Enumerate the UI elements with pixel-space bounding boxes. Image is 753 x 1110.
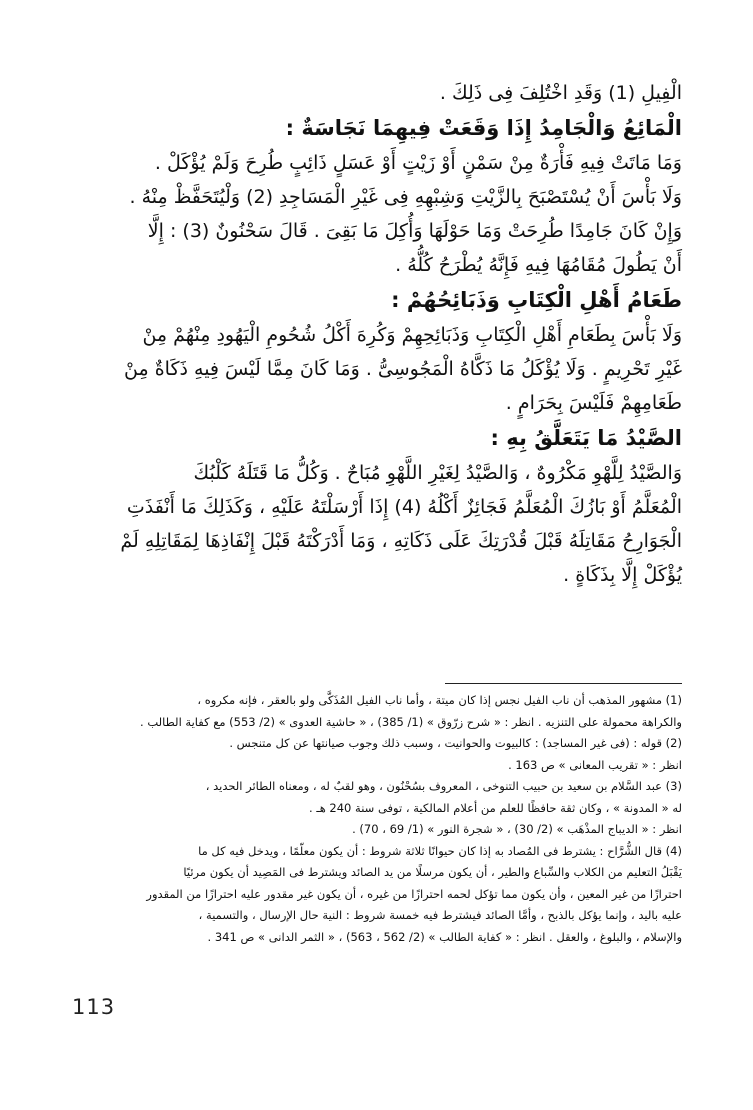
text-line: طَعَامِهِمْ فَلَيْسَ بِحَرَامٍ . <box>505 392 682 414</box>
footnote-3-line: (3) عبد السَّلام بن سعيد بن حبيب التنوخى ، المعروف بسُحْنُون ، وهو لقبٌ له ، ومعناه الطائر الحديد ، <box>205 779 682 793</box>
footnote-4-line: (4) قال الشُّرَّاح : يشترط فى المُصاد به إذا كان حيوانًا ثلاثة شروط : أن يكون معلّمًا ، ويدخل فيه كل ما <box>198 843 682 858</box>
text-line: يُؤْكَلْ إِلَّا بِذَكَاةٍ . <box>563 564 682 586</box>
text-line: وَلَا بَأْسَ بِطَعَامِ أَهْلِ الْكِتَابِ وَذَبَائِحِهِمْ وَكُرِهَ أَكْلُ شُحُومِ الْيَهُودِ مِنْهُمْ مِنْ <box>142 324 682 346</box>
text-line: الْجَوَارِحُ مَقَاتِلَهُ قَبْلَ قُدْرَتِكَ عَلَى ذَكَاتِهِ ، وَمَا أَدْرَكْتَهُ قَبْلَ إِنْفَاذِهَا لِمَقَاتِلِهِ لَمْ <box>120 530 682 552</box>
main-text <box>82 76 682 592</box>
footnote-4-line: والإسلام ، والبلوغ ، والعقل . انظر : « كفاية الطالب » (2/ 562 ، 563) ، « الثمر الدانى » ص 341 . <box>207 929 682 944</box>
text-line: أَنْ يَطُولَ مُقَامُهَا فِيهِ فَإِنَّهُ يُطْرَحُ كُلُّهُ . <box>395 254 682 276</box>
text-line: وَإِنْ كَانَ جَامِدًا طُرِحَتْ وَمَا حَوْلَهَا وَأُكِلَ مَا بَقِىَ . قَالَ سَحْنُونٌ (3) : إِلَّا <box>147 220 682 242</box>
footnote-1-line: والكراهة محمولة على التنزيه . انظر : « شرح زرّوق » (1/ 385) ، « حاشية العدوى » (2/ 553) مع كفاية الطالب . <box>140 714 682 729</box>
section-heading-people-of-book: طَعَامُ أَهْلِ الْكِتَابِ وَذَبَائِحُهُمْ : <box>391 288 682 312</box>
footnote-2-line: (2) قوله : (فى غير المساجد) : كالبيوت والحوانيت ، وسبب ذلك وجوب صيانتها عن كل متنجس . <box>229 736 682 750</box>
footnote-3-line: له « المدونة » ، وكان ثقة حافظًا للعلم من أعلام المالكية ، توفى سنة 240 هـ . <box>309 800 682 815</box>
text-line: وَلَا بَأْسَ أَنْ يُسْتَصْبَحَ بِالزَّيْتِ وَشِبْهِهِ فِى غَيْرِ الْمَسَاجِدِ (2) وَلْيُتَحَفَّظْ مِنْهُ . <box>129 186 682 208</box>
footnote-3-line: انظر : « الديباج المذْهَب » (2/ 30) ، « شجرة النور » (1/ 69 ، 70) . <box>352 822 682 836</box>
footnote-2-line: انظر : « تقريب المعانى » ص 163 . <box>508 757 682 772</box>
footnotes <box>82 690 682 948</box>
text-line: الْمُعَلَّمُ أَوْ بَازُكَ الْمُعَلَّمُ فَجَائِزٌ أَكْلُهُ (4) إِذَا أَرْسَلْتَهُ عَلَيْهِ ، وَكَذَلِكَ مَا أَنْفَذَتِ <box>126 496 682 518</box>
footnote-4-line: يَقْبَلُ التعليم من الكلاب والسِّباع والطير ، أن يكون مرسلًا من يد الصائد ويشترط فى المَصِيد أن يكون مرئيًا <box>183 865 682 879</box>
text-line: الْفِيلِ (1) وَقَدِ اخْتُلِفَ فِى ذَلِكَ . <box>439 82 682 104</box>
section-heading-hunting: الصَّيْدُ مَا يَتَعَلَّقُ بِهِ : <box>490 426 682 450</box>
text-line: وَالصَّيْدُ لِلَّهْوِ مَكْرُوهٌ ، وَالصَّيْدُ لِغَيْرِ اللَّهْوِ مُبَاحٌ . وَكُلُّ مَا قَتَلَهُ كَلْبُكَ <box>193 462 682 484</box>
text-line: غَيْرِ تَحْرِيمٍ . وَلَا يُؤْكَلُ مَا ذَكَّاهُ الْمَجُوسِىُّ . وَمَا كَانَ مِمَّا لَيْسَ فِيهِ ذَكَاةٌ مِنْ <box>124 358 682 380</box>
footnote-1-line: (1) مشهور المذهب أن ناب الفيل نجس إذا كان ميتة ، وأما ناب الفيل المُذَكَّى ولو بالعقر ، فإنه مكروه ، <box>197 693 682 707</box>
text-line: وَمَا مَاتَتْ فِيهِ فَأْرَةٌ مِنْ سَمْنٍ أَوْ زَيْتٍ أَوْ عَسَلٍ ذَائِبٍ طُرِحَ وَلَمْ يُؤْكَلْ . <box>154 152 682 174</box>
footnote-4-line: عليه باليد ، وإنما يؤكل بالذبح ، وأمَّا الصائد فيشترط فيه خمسة شروط : النية حال الإرسال ، والتسمية ، <box>198 908 682 922</box>
page-number: 113 <box>72 995 116 1019</box>
footnote-4-line: احترازًا من غير المعين ، وأن يكون مما تؤكل لحمه احترازًا من غيره ، أن يكون غير مقدور عليه احترازًا من المقدور <box>146 886 682 901</box>
footnote-divider <box>445 683 682 684</box>
section-heading-liquids: الْمَائِعُ وَالْجَامِدُ إِذَا وَقَعَتْ فِيهِمَا نَجَاسَةٌ : <box>285 116 682 140</box>
